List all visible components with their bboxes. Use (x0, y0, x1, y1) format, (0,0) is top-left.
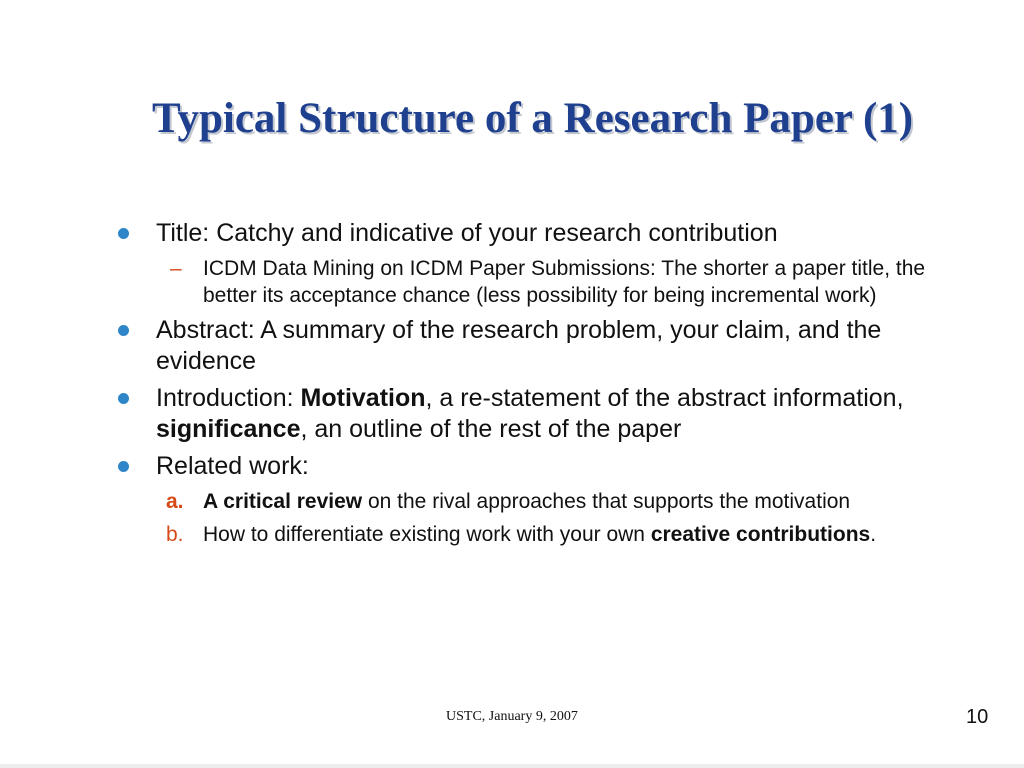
bullet-dot-icon (118, 461, 129, 472)
slide-content (116, 218, 946, 554)
page-number: 10 (966, 706, 989, 728)
bullet-item-title (116, 218, 946, 249)
differentiate-text: How to differentiate existing work with your own (203, 523, 651, 546)
intro-motivation: Motivation (300, 384, 426, 412)
creative-contributions-bold: creative contributions (650, 523, 871, 546)
bullet-text: Related work: (156, 452, 309, 480)
dash-marker: – (170, 257, 182, 280)
intro-significance: significance (156, 415, 301, 443)
intro-suffix: , an outline of the rest of the paper (300, 415, 682, 443)
bottom-divider (0, 764, 1024, 768)
bullet-text: Title: Catchy and indicative of your research contribution (156, 219, 778, 247)
critical-review-bold: A critical review (203, 490, 363, 513)
differentiate-end: . (870, 523, 877, 546)
bullet-item-related-work (116, 451, 946, 482)
bullet-dot-icon (118, 393, 129, 404)
alpha-marker-b: b. (166, 523, 184, 546)
intro-prefix: Introduction: (156, 384, 301, 412)
footer-text: USTC, January 9, 2007 (446, 709, 578, 724)
sub-item-critical-review (116, 488, 946, 515)
bullet-dot-icon (118, 325, 129, 336)
bullet-item-introduction (116, 383, 946, 445)
bullet-item-abstract (116, 315, 946, 377)
sub-item-differentiate (116, 521, 946, 548)
alpha-marker-a: a. (166, 490, 184, 513)
bullet-text: Abstract: A summary of the research problem, your claim, and the evidence (156, 316, 882, 375)
sub-item-icdm (116, 255, 946, 309)
critical-review-rest: on the rival approaches that supports the motivation (362, 490, 851, 513)
slide-title: Typical Structure of a Research Paper (1) (152, 95, 914, 142)
bullet-dot-icon (118, 228, 129, 239)
intro-middle: , a re-statement of the abstract information, (425, 384, 904, 412)
sub-item-text: ICDM Data Mining on ICDM Paper Submissions: The shorter a paper title, the better its acceptance chance (less possibility for being incremental work) (203, 257, 926, 307)
